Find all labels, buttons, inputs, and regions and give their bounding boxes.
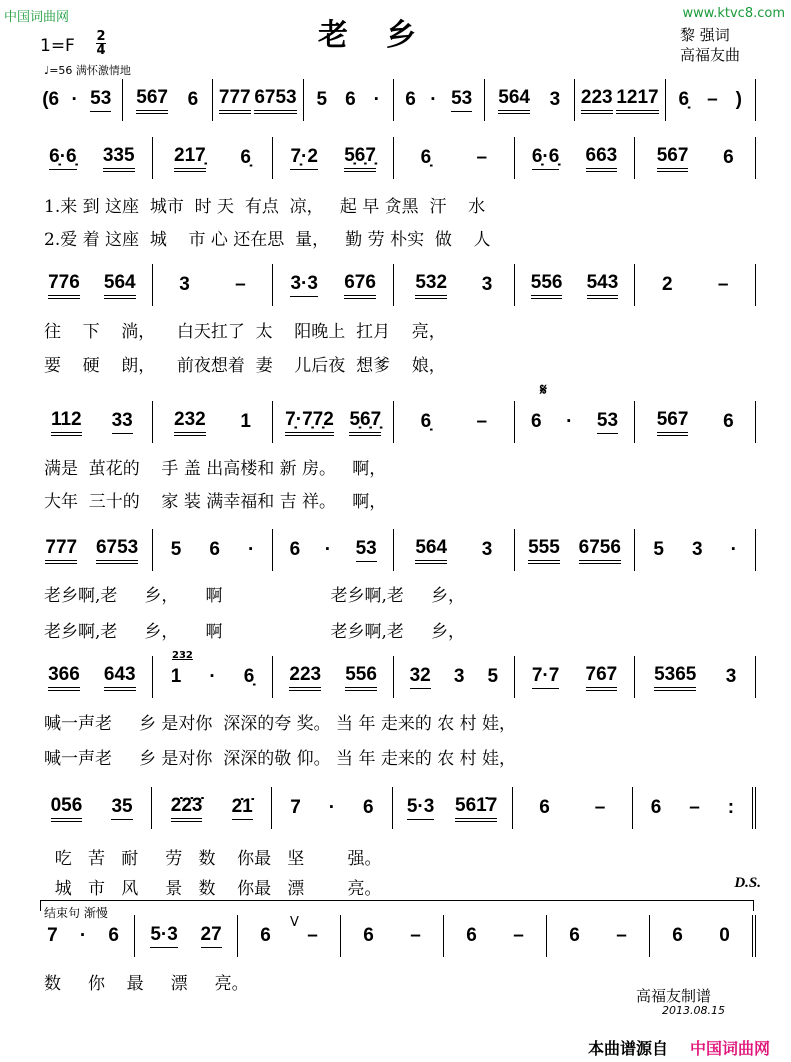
note-group: 5 xyxy=(653,539,664,560)
note-group: 7̣·7̣7̣2 xyxy=(285,409,334,436)
measure xyxy=(633,787,756,829)
note-group: ) xyxy=(735,89,742,110)
note-group: 556 xyxy=(345,664,377,691)
note-group: 6 xyxy=(723,147,734,168)
note-group: · xyxy=(328,797,336,818)
note-group: 676 xyxy=(344,272,376,299)
note-group: 3 xyxy=(549,89,561,110)
note-group: 2 xyxy=(661,274,673,295)
measure xyxy=(36,401,153,443)
meter-top: 2 xyxy=(96,29,106,44)
lyric-line: 1.来 到 这座 城市 时 天 有点 凉， 起 早 贪黑 汗 水 xyxy=(44,197,486,217)
note-group: 567 xyxy=(136,87,168,114)
meter-bottom: 4 xyxy=(96,43,106,58)
song-title: 老乡 xyxy=(318,18,454,53)
note-group: – xyxy=(235,274,246,295)
measure xyxy=(123,79,214,121)
lyric-line: 数 你 最 漂 亮。 xyxy=(44,974,249,994)
lyric-line: 往 下 淌， 白天扛了 太 阳晚上 扛月 亮， xyxy=(44,322,446,342)
composer: 高福友曲 xyxy=(680,46,741,64)
note-group: 366 xyxy=(48,664,80,691)
note-group: 1 xyxy=(170,666,182,687)
note-group: 6 xyxy=(108,925,119,946)
note-group: 335 xyxy=(103,145,135,172)
note-group: 3 xyxy=(179,274,190,295)
note-group: 6 xyxy=(345,89,356,110)
notation-system xyxy=(36,80,756,120)
measure xyxy=(36,137,153,179)
note-group: 27 xyxy=(201,924,222,948)
measure xyxy=(36,529,153,571)
source-site-link[interactable]: 中国词曲网 xyxy=(690,1039,771,1058)
lyric-line: 要 硬 朗， 前夜想着 妻 儿后夜 想爹 娘， xyxy=(44,356,446,376)
note-group: – xyxy=(410,925,421,946)
note-group: · xyxy=(71,89,78,110)
breath-mark: V xyxy=(290,915,299,930)
note-group: 6̣ xyxy=(243,666,255,687)
note-group: 6 xyxy=(672,925,683,946)
note-group: · xyxy=(566,411,573,432)
measure xyxy=(36,264,153,306)
measure xyxy=(153,137,274,179)
source-label: 本曲谱源自 xyxy=(588,1039,669,1058)
note-group: 567 xyxy=(657,409,689,436)
segno-icon: 𝄋 xyxy=(540,380,547,399)
note-group: – xyxy=(476,411,488,432)
note-group: 556 xyxy=(531,272,563,299)
note-group: 1 xyxy=(240,411,251,432)
note-group: 6753 xyxy=(254,87,296,114)
lyric-line: 老乡啊,老 乡， 啊 老乡啊,老 乡， xyxy=(44,622,465,642)
notation-system xyxy=(36,657,756,697)
measure xyxy=(272,787,392,829)
measure xyxy=(635,264,756,306)
measure xyxy=(515,656,636,698)
lyric-line: 老乡啊,老 乡， 啊 老乡啊,老 乡， xyxy=(44,586,465,606)
measure xyxy=(273,656,394,698)
note-group: 232 xyxy=(174,409,206,436)
measure xyxy=(153,529,274,571)
note-group: 3 xyxy=(453,666,465,687)
notation-system xyxy=(36,916,756,956)
note-group: 6̣·6̣ xyxy=(49,146,76,170)
grace-note: 232 xyxy=(172,650,193,661)
ending-label: 结束句 渐慢 xyxy=(44,906,108,920)
measure xyxy=(304,79,395,121)
transcriber: 高福友制谱 xyxy=(636,987,712,1005)
note-group: 663 xyxy=(586,145,618,172)
measure xyxy=(635,401,756,443)
note-group: 53 xyxy=(451,88,472,112)
note-group: – xyxy=(476,147,488,168)
note-group: 643 xyxy=(104,664,136,691)
note-group: 223 xyxy=(289,664,321,691)
watermark-left: 中国词曲网 xyxy=(4,10,70,25)
note-group: · xyxy=(373,89,380,110)
measure xyxy=(153,401,274,443)
note-group: 6 xyxy=(539,797,550,818)
measure xyxy=(394,656,515,698)
note-group: 3·3 xyxy=(290,273,317,297)
watermark-right: www.ktvc8.com xyxy=(682,6,785,21)
measure xyxy=(485,79,576,121)
note-group: 6 xyxy=(209,539,220,560)
lyric-line: 2.爱 着 这座 城 市 心 还在思 量， 勤 劳 朴实 做 人 xyxy=(44,230,491,250)
note-group: (6 xyxy=(42,89,60,110)
measure xyxy=(394,529,515,571)
note-group: 6̣ xyxy=(678,89,690,110)
lyric-line: 满是 茧花的 手 盖 出高楼和 新 房。 啊， xyxy=(44,459,387,479)
note-group: 5 xyxy=(487,666,499,687)
note-group: 543 xyxy=(587,272,619,299)
measure xyxy=(273,137,394,179)
measure xyxy=(444,915,547,957)
note-group: 564 xyxy=(415,537,447,564)
note-group: 217̣ xyxy=(174,145,206,172)
note-group: 6756 xyxy=(579,537,621,564)
note-group: 561̇7 xyxy=(455,795,497,822)
measure xyxy=(273,529,394,571)
lyric-line: 大年 三十的 家 装 满幸福和 吉 祥。 啊， xyxy=(44,492,387,512)
note-group: 6 xyxy=(363,925,374,946)
measure xyxy=(394,79,485,121)
note-group: 7·7 xyxy=(532,665,559,689)
measure xyxy=(393,787,513,829)
measure xyxy=(153,656,274,698)
measure xyxy=(635,529,756,571)
note-group: 532 xyxy=(415,272,447,299)
transcription-date: 2013.08.15 xyxy=(662,1004,725,1017)
notation-system xyxy=(36,138,756,178)
note-group: – xyxy=(689,797,700,818)
note-group: 7 xyxy=(290,797,301,818)
note-group: 6 xyxy=(650,797,662,818)
note-group: 223 xyxy=(581,87,613,114)
note-group: 5̣6̣7̣ xyxy=(344,145,376,172)
measure xyxy=(341,915,444,957)
ending-bracket xyxy=(40,900,754,911)
note-group: 112 xyxy=(51,409,82,436)
note-group: – xyxy=(616,925,627,946)
note-group: · xyxy=(209,666,216,687)
note-group: 6̣ xyxy=(420,147,432,168)
dal-segno-marking: D.S. xyxy=(734,875,761,891)
note-group: 555 xyxy=(528,537,560,564)
notation-system xyxy=(36,265,756,305)
note-group: 564 xyxy=(498,87,530,114)
measure xyxy=(273,401,394,443)
note-group: · xyxy=(247,539,255,560)
measure xyxy=(635,137,756,179)
note-group: 3 xyxy=(481,539,493,560)
note-group: – xyxy=(513,925,524,946)
note-group: 6 xyxy=(362,797,374,818)
note-group: 767 xyxy=(586,664,618,691)
note-group: 3 xyxy=(481,274,493,295)
note-group: 3 xyxy=(725,666,737,687)
notation-system xyxy=(36,788,756,828)
note-group: 0 xyxy=(719,925,730,946)
measure xyxy=(513,787,633,829)
measure xyxy=(213,79,304,121)
measure xyxy=(238,915,341,957)
note-group: – xyxy=(707,89,718,110)
note-group: 6̣ xyxy=(240,147,251,168)
note-group: 6753 xyxy=(96,537,138,564)
note-group: 5̣6̣7̣ xyxy=(349,409,381,436)
note-group: 5·3 xyxy=(407,796,434,820)
measure xyxy=(273,264,394,306)
note-group: 6 xyxy=(569,925,580,946)
note-group: · xyxy=(79,925,87,946)
time-signature xyxy=(96,30,106,57)
note-group: 6 xyxy=(723,411,734,432)
lyric-line: 吃 苦 耐 劳 数 你最 坚 强。 xyxy=(44,849,382,869)
measure xyxy=(153,264,274,306)
note-group: 7 xyxy=(47,925,58,946)
note-group: 5 xyxy=(170,539,182,560)
measure xyxy=(394,137,515,179)
note-group: 2̇2̇3̇ xyxy=(171,795,203,822)
note-group: 53 xyxy=(356,538,377,562)
key-signature: 1=F xyxy=(40,36,75,56)
note-group: 3 xyxy=(692,539,703,560)
notation-system xyxy=(36,530,756,570)
lyric-line: 喊一声老 乡 是对你 深深的夸 奖。 当 年 走来的 农 村 娃， xyxy=(44,714,517,734)
measure xyxy=(36,915,135,957)
measure xyxy=(36,79,123,121)
measure xyxy=(666,79,757,121)
note-group: – xyxy=(594,797,606,818)
note-group: 6 xyxy=(405,89,416,110)
measure xyxy=(36,787,152,829)
note-group: 53 xyxy=(90,88,111,112)
note-group: 1217 xyxy=(616,87,658,114)
measure xyxy=(575,79,666,121)
lyric-line: 城 市 风 景 数 你最 漂 亮。 xyxy=(44,879,382,899)
note-group: : xyxy=(727,797,735,818)
measure xyxy=(515,137,636,179)
note-group: 6 xyxy=(466,925,477,946)
note-group: 5·3 xyxy=(150,924,177,948)
measure xyxy=(394,401,515,443)
note-group: 5 xyxy=(316,89,328,110)
note-group: 2̇1̇ xyxy=(232,796,253,820)
note-group: · xyxy=(730,539,737,560)
notation-system xyxy=(36,402,756,442)
note-group: 7̣·2 xyxy=(290,146,317,170)
note-group: 5365 xyxy=(654,664,696,691)
note-group: 6 xyxy=(260,925,271,946)
measure xyxy=(135,915,238,957)
note-group: 53 xyxy=(597,410,618,434)
lyricist: 黎 强词 xyxy=(680,26,730,44)
note-group: 6̣ xyxy=(420,411,432,432)
lyric-line: 喊一声老 乡 是对你 深深的敬 仰。 当 年 走来的 农 村 娃， xyxy=(44,749,517,769)
measure xyxy=(515,401,636,443)
note-group: · xyxy=(430,89,437,110)
note-group: 776 xyxy=(48,272,80,299)
note-group: 33 xyxy=(112,410,133,434)
measure xyxy=(152,787,272,829)
measure xyxy=(515,529,636,571)
measure xyxy=(515,264,636,306)
measure xyxy=(547,915,650,957)
tempo-marking: ♩=56 满怀激情地 xyxy=(44,64,131,77)
measure xyxy=(36,656,153,698)
note-group: · xyxy=(324,539,332,560)
note-group: – xyxy=(307,925,318,946)
note-group: 32 xyxy=(410,665,431,689)
note-group: 567 xyxy=(657,145,689,172)
measure xyxy=(650,915,756,957)
note-group: 6 xyxy=(187,89,199,110)
note-group: 35 xyxy=(111,796,132,820)
note-group: – xyxy=(717,274,729,295)
measure xyxy=(635,656,756,698)
note-group: 6̣·6̣ xyxy=(532,146,559,170)
note-group: 056 xyxy=(51,795,83,822)
note-group: 777 xyxy=(219,87,251,114)
note-group: 6 xyxy=(289,539,301,560)
note-group: 564 xyxy=(104,272,136,299)
note-group: 6 xyxy=(530,411,542,432)
measure xyxy=(394,264,515,306)
note-group: 777 xyxy=(45,537,77,564)
